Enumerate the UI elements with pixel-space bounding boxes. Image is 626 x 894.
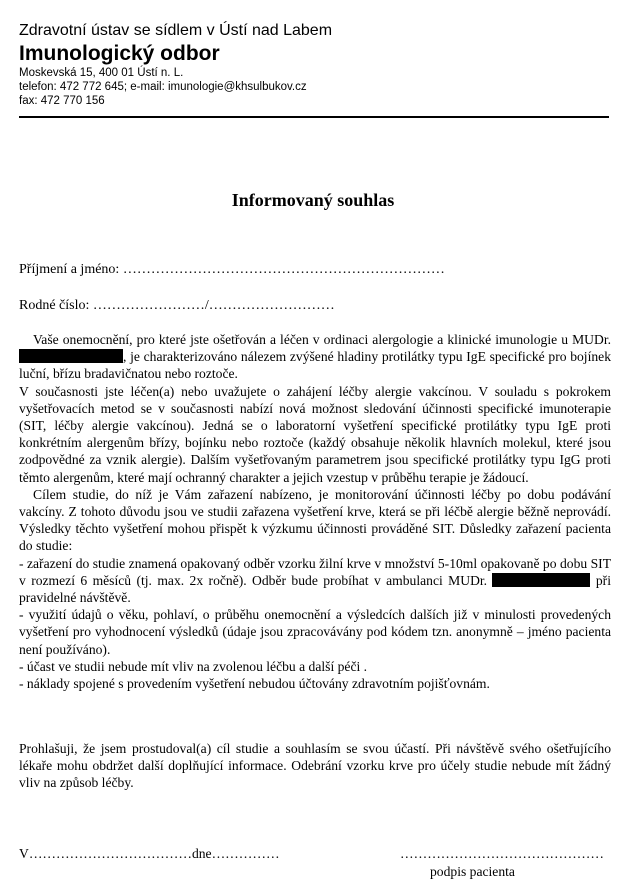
institution-name: Zdravotní ústav se sídlem v Ústí nad Labem xyxy=(19,22,333,39)
declaration-paragraph: Prohlašuji, že jsem prostudoval(a) cíl studie a souhlasím se svou účastí. Při návštěvě svého ošetřujícího lékaře mohu obdržet další doplňující informace. Odebrání vzorku krve pro účely studie nebude mít žádný vliv na způsob léčby. xyxy=(19,741,611,791)
signature-line: ……………………………………… xyxy=(400,846,604,861)
header-divider xyxy=(19,116,609,118)
paragraph-study-goal: Cílem studie, do níž je Vám zařazení nabízeno, je monitorování účinnosti léčby po dobu podávání vakcíny. Z tohoto důvodu jsou ve studii zařazena vyšetření krve, která se při léčbě alergie běžně neprovádí. Výsledky těchto vyšetření mohou přispět k výzkumu účinnosti prováděné SIT. Důsledky zařazení pacienta do studie: xyxy=(19,486,611,554)
department-name: Imunologický odbor xyxy=(19,42,220,65)
contact-phone-email: telefon: 472 772 645; e-mail: imunologie@khsulbukov.cz xyxy=(19,81,307,93)
paragraph-treatment: V současnosti jste léčen(a) nebo uvažujete o zahájení léčby alergie vakcínou. V souladu s pokrokem vyšetřovacích metod se v současnosti nabízí nová možnost sledování účinnosti specifické imunoterapie (SIT, léčby alergie vakcínou). Jedná se o laboratorní vyšetření specifické protilátky typu IgE proti konkrétním alergenům břízy, bojínku nebo roztoče (každý obsahuje několik hlavních molekul, které jsou zodpovědné za vznik alergie). Dalším vyšetřovaným parametrem jsou specifické protilátky typu IgG proti těmto alergenům, které mají ochranný charakter a jejich vzestup v průběhu terapie je žádoucí. xyxy=(19,383,611,485)
name-field: Příjmení a jméno: …………………………………………………………… xyxy=(19,262,445,277)
document-title: Informovaný souhlas xyxy=(231,190,395,210)
redacted-doctor-name xyxy=(19,349,123,363)
list-item: - účast ve studii nebude mít vliv na zvolenou léčbu a další péči . xyxy=(19,658,368,674)
list-item: - využití údajů o věku, pohlaví, o průběhu onemocnění a výsledcích dalších již v minulosti provedených vyšetření pro vyhodnocení výsledků (údaje jsou zpracovávány pod kódem tzn. anonymně – jméno pacienta není používáno). xyxy=(19,607,611,657)
place-date-field: V………………………………dne…………… xyxy=(19,846,280,861)
redacted-doctor-name xyxy=(492,573,590,587)
birth-number-field: Rodné číslo: ……………………/……………………… xyxy=(19,298,335,313)
address: Moskevská 15, 400 01 Ústí n. L. xyxy=(19,67,184,79)
paragraph-diagnosis: Vaše onemocnění, pro které jste ošetřován a léčen v ordinaci alergologie a klinické imunologie u MUDr. , je charakterizováno nálezem zvýšené hladiny protilátky typu IgE specifické pro bojínek luční, břízu bradavičnatou nebo roztoče. xyxy=(19,332,611,382)
contact-fax: fax: 472 770 156 xyxy=(19,95,105,107)
list-item: - náklady spojené s provedením vyšetření nebudou účtovány zdravotním pojišťovnám. xyxy=(19,676,490,692)
list-item: - zařazení do studie znamená opakovaný odběr vzorku žilní krve v množství 5-10ml opakovaně po dobu SIT v rozmezí 6 měsíců (tj. max. 2x ročně). Odběr bude probíhat v ambulanci MUDr. při pravidelné návštěvě. xyxy=(19,555,611,606)
signature-label: podpis pacienta xyxy=(430,864,515,879)
consent-body xyxy=(19,331,611,692)
letterhead xyxy=(19,22,609,108)
